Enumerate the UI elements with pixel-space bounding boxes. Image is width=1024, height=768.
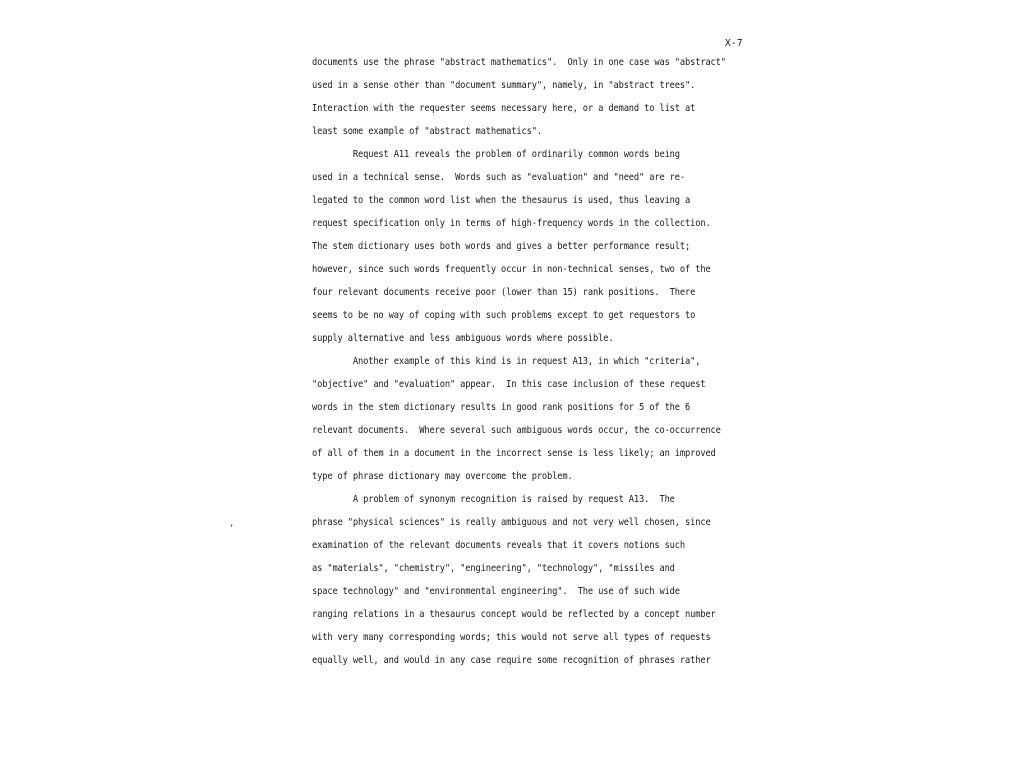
page-number: X-7 <box>725 38 743 49</box>
text-line: relevant documents. Where several such ambiguous words occur, the co-occurrence <box>312 425 721 436</box>
text-line: space technology" and "environmental engineering". The use of such wide <box>312 586 680 597</box>
text-line: four relevant documents receive poor (lower than 15) rank positions. There <box>312 287 696 298</box>
text-line: request specification only in terms of high-frequency words in the collection. <box>312 218 711 229</box>
text-line: equally well, and would in any case require some recognition of phrases rather <box>312 655 711 666</box>
stray-mark: , <box>229 519 235 529</box>
text-line: seems to be no way of coping with such problems except to get requestors to <box>312 310 696 321</box>
text-line: type of phrase dictionary may overcome the problem. <box>312 471 573 482</box>
text-line: A problem of synonym recognition is raised by request A13. The <box>312 494 675 505</box>
text-line: least some example of "abstract mathematics". <box>312 126 542 137</box>
text-line: Request A11 reveals the problem of ordinarily common words being <box>312 149 680 160</box>
text-line: of all of them in a document in the incorrect sense is less likely; an improved <box>312 448 716 459</box>
text-line: supply alternative and less ambiguous words where possible. <box>312 333 614 344</box>
text-line: used in a technical sense. Words such as "evaluation" and "need" are re- <box>312 172 686 183</box>
text-line: words in the stem dictionary results in good rank positions for 5 of the 6 <box>312 402 691 413</box>
text-line: phrase "physical sciences" is really ambiguous and not very well chosen, since <box>312 517 711 528</box>
text-line: legated to the common word list when the thesaurus is used, thus leaving a <box>312 195 691 206</box>
text-line: "objective" and "evaluation" appear. In this case inclusion of these request <box>312 379 706 390</box>
text-line: documents use the phrase "abstract mathematics". Only in one case was "abstract" <box>312 57 726 68</box>
body-text <box>312 57 762 678</box>
text-line: with very many corresponding words; this would not serve all types of requests <box>312 632 711 643</box>
text-line: ranging relations in a thesaurus concept would be reflected by a concept number <box>312 609 716 620</box>
text-line: examination of the relevant documents reveals that it covers notions such <box>312 540 686 551</box>
text-line: however, since such words frequently occur in non-technical senses, two of the <box>312 264 711 275</box>
text-line: as "materials", "chemistry", "engineering", "technology", "missiles and <box>312 563 675 574</box>
text-line: The stem dictionary uses both words and gives a better performance result; <box>312 241 691 252</box>
text-line: Interaction with the requester seems necessary here, or a demand to list at <box>312 103 696 114</box>
text-line: used in a sense other than "document summary", namely, in "abstract trees". <box>312 80 696 91</box>
text-line: Another example of this kind is in request A13, in which "criteria", <box>312 356 701 367</box>
